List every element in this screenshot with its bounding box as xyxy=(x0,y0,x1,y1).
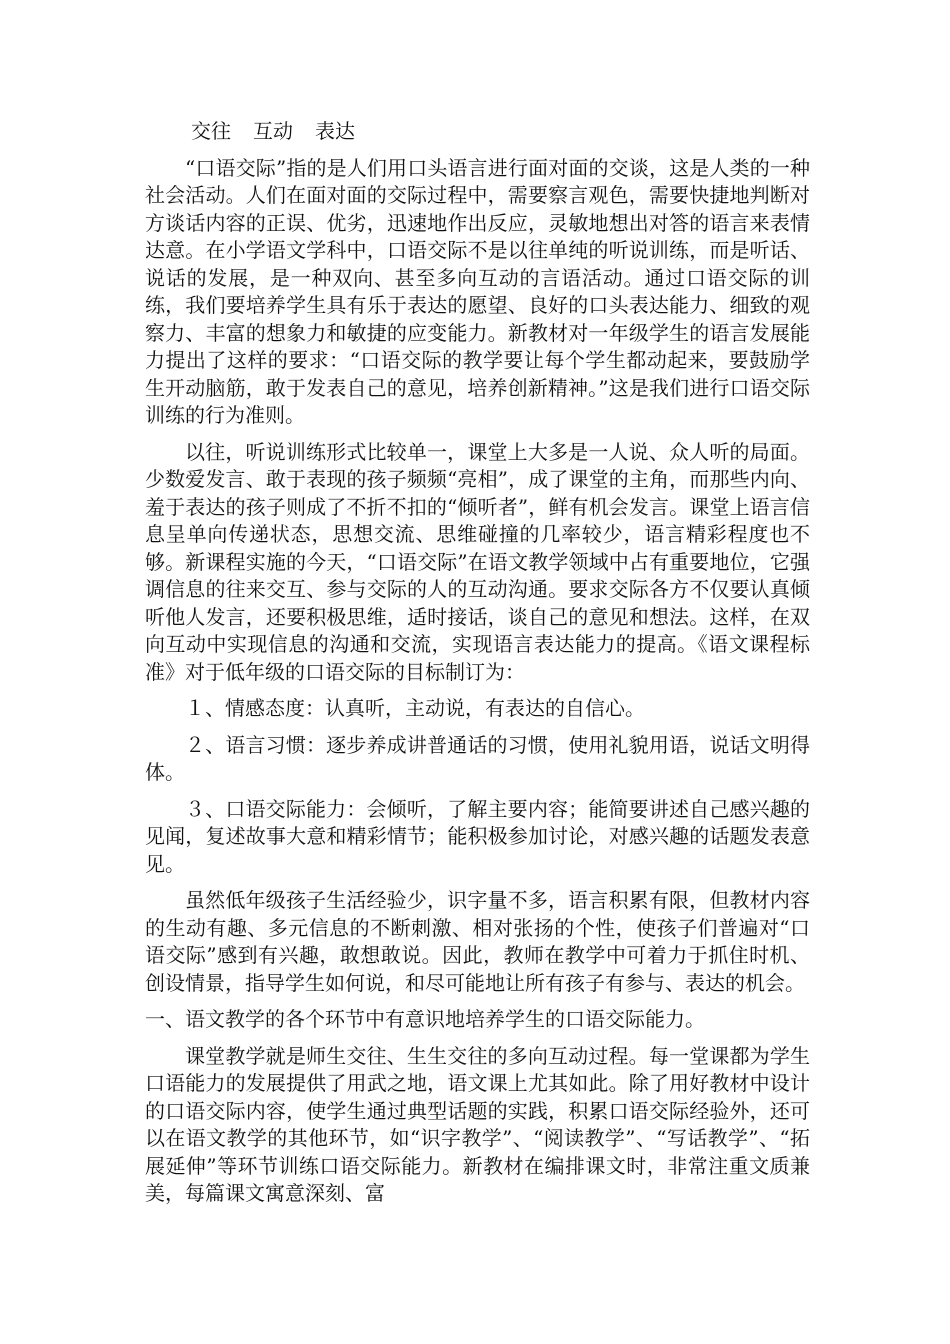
section-heading: 一、语文教学的各个环节中有意识地培养学生的口语交际能力。 xyxy=(145,1007,705,1031)
paragraph-intro: “口语交际”指的是人们用口头语言进行面对面的交谈，这是人类的一种社会活动。人们在面对面的交际过程中，需要察言观色，需要快捷地判断对方谈话内容的正误、优劣，迅速地作出反应，灵敏地想出对答的语言来表情达意。在小学语文学科中，口语交际不是以往单纯的听说训练，而是听话、说话的发展，是一种双向、甚至多向互动的言语活动。通过口语交际的训练，我们要培养学生具有乐于表达的愿望、良好的口头表达能力、细致的观察力、丰富的想象力和敏捷的应变能力。新教材对一年级学生的语言发展能力提出了这样的要求：“口语交际的教学要让每个学生都动起来，要鼓励学生开动脑筋，敢于发表自己的意见，培养创新精神。”这是我们进行口语交际训练的行为准则。 xyxy=(145,155,810,427)
title-part-2: 互动 xyxy=(253,119,293,143)
paragraph-classroom: 课堂教学就是师生交往、生生交往的多向互动过程。每一堂课都为学生口语能力的发展提供了用武之地，语文课上尤其如此。除了用好教材中设计的口语交际内容，使学生通过典型话题的实践，积累口语交际经验外，还可以在语文教学的其他环节，如“识字教学”、“阅读教学”、“写话教学”、“拓展延伸”等环节训练口语交际能力。新教材在编排课文时，非常注重文质兼美，每篇课文寓意深刻、富 xyxy=(145,1043,810,1205)
goal-item-3: ３、口语交际能力：会倾听，了解主要内容；能简要讲述自己感兴趣的见闻，复述故事大意和精彩情节；能积极参加讨论，对感兴趣的话题发表意见。 xyxy=(145,796,810,876)
paragraph-low-grade: 虽然低年级孩子生活经验少，识字量不多，语言积累有限，但教材内容的生动有趣、多元信息的不断刺激、相对张扬的个性，使孩子们普遍对“口语交际”感到有兴趣，敢想敢说。因此，教师在教学中可着力于抓住时机、创设情景，指导学生如何说，和尽可能地让所有孩子有参与、表达的机会。 xyxy=(145,888,810,995)
title-part-1: 交往 xyxy=(191,119,231,143)
goal-item-1: １、情感态度：认真听，主动说，有表达的自信心。 xyxy=(185,696,645,720)
title-part-3: 表达 xyxy=(315,119,355,143)
paragraph-past-practice: 以往，听说训练形式比较单一，课堂上大多是一人说、众人听的局面。少数爱发言、敢于表现的孩子频频“亮相”，成了课堂的主角，而那些内向、羞于表达的孩子则成了不折不扣的“倾听者”，鲜有机会发言。课堂上语言信息呈单向传递状态，思想交流、思维碰撞的几率较少，语言精彩程度也不够。新课程实施的今天，“口语交际”在语文教学领域中占有重要地位，它强调信息的往来交互、参与交际的人的互动沟通。要求交际各方不仅要认真倾听他人发言，还要积极思维，适时接话，谈自己的意见和想法。这样，在双向互动中实现信息的沟通和交流，实现语言表达能力的提高。《语文课程标准》对于低年级的口语交际的目标制订为： xyxy=(145,439,810,684)
document-page xyxy=(145,118,810,1217)
goal-item-2: ２、语言习惯：逐步养成讲普通话的习惯，使用礼貌用语，说话文明得体。 xyxy=(145,732,810,784)
document-title xyxy=(145,118,810,146)
